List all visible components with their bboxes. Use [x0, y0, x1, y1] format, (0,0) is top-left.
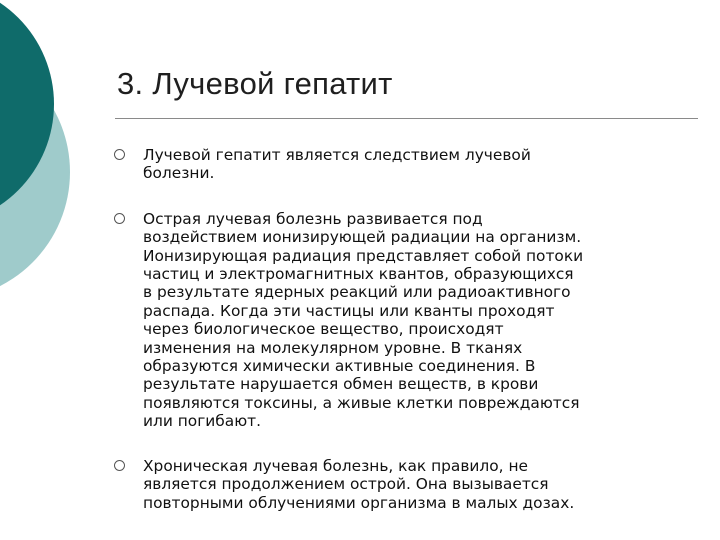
circle-bullet-icon: [114, 149, 125, 160]
title-divider: [115, 118, 698, 119]
bullet-item: [114, 210, 684, 431]
bullet-item: [114, 146, 684, 183]
circle-bullet-icon: [114, 213, 125, 224]
bullet-text: Хроническая лучевая болезнь, как правило, не является продолжением острой. Она вызывается повторными облучениями организма в малых дозах.: [143, 456, 575, 512]
bullet-list: [114, 146, 684, 512]
bullet-text: Лучевой гепатит является следствием лучевой болезни.: [143, 146, 531, 183]
bullet-text: Острая лучевая болезнь развивается под воздействием ионизирующей радиации на организм. Ионизирующая радиация представляет собой потоки частиц и электромагнитных квантов, образующихся в результате ядерных реакций или радиоактивного распада. Когда эти частицы или кванты проходят через биологическое вещество, происходят изменения на молекулярном уровне. В тканях образуются химически активные соединения. В результате нарушается обмен веществ, в крови появляются токсины, а живые клетки повреждаются или погибают.: [143, 209, 584, 431]
bullet-item: [114, 457, 684, 512]
circle-bullet-icon: [114, 460, 125, 471]
page-title: 3. Лучевой гепатит: [117, 66, 393, 101]
